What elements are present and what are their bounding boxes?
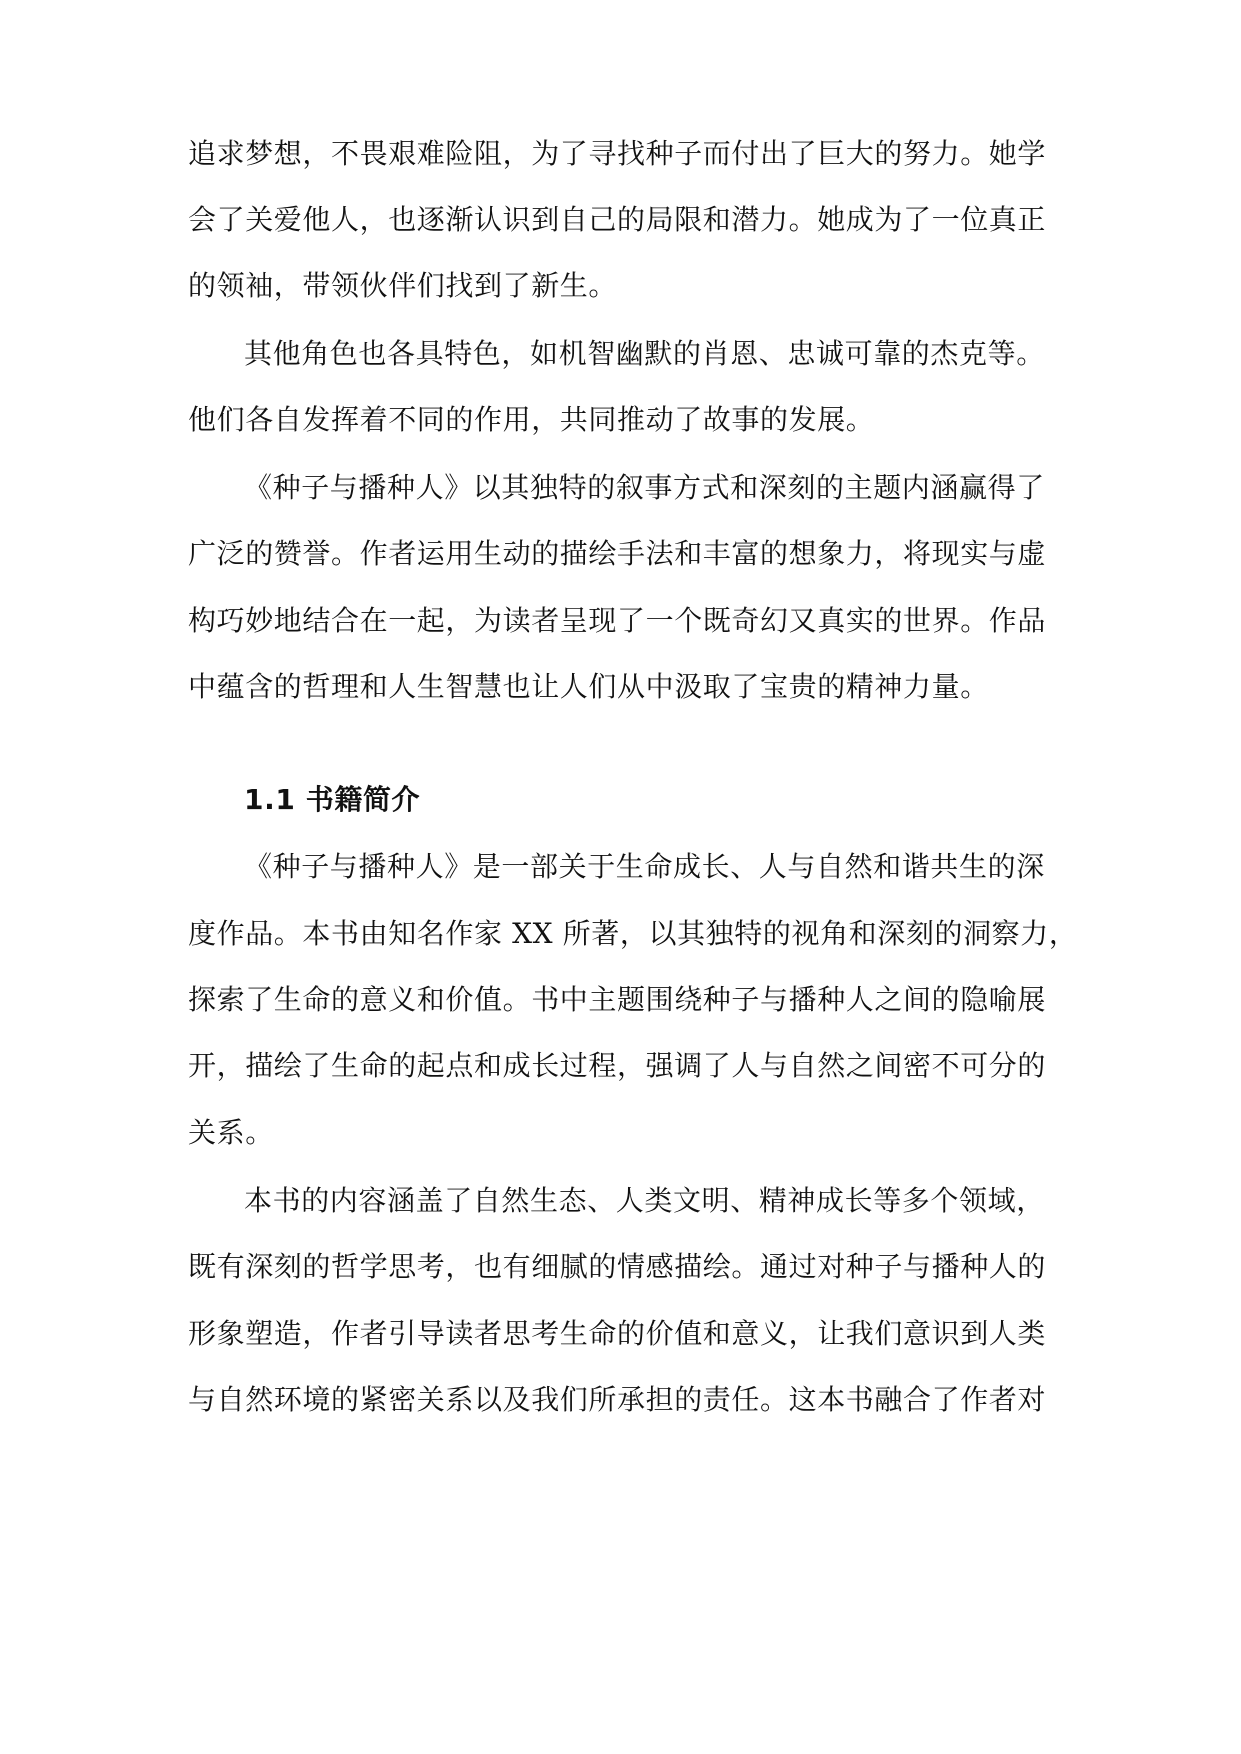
section-paragraph-1-line-5: 关系。 bbox=[188, 1116, 274, 1149]
paragraph-1-line-2: 会了关爱他人，也逐渐认识到自己的局限和潜力。她成为了一位真正 bbox=[188, 203, 1047, 236]
paragraph-2-line-1: 其他角色也各具特色，如机智幽默的肖恩、忠诚可靠的杰克等。 bbox=[244, 337, 1045, 370]
paragraph-2-line-2: 他们各自发挥着不同的作用，共同推动了故事的发展。 bbox=[188, 403, 875, 436]
paragraph-1-line-1: 追求梦想，不畏艰难险阻，为了寻找种子而付出了巨大的努力。她学 bbox=[188, 137, 1047, 170]
paragraph-3-line-2: 广泛的赞誉。作者运用生动的描绘手法和丰富的想象力，将现实与虚 bbox=[188, 537, 1047, 570]
section-paragraph-2-line-2: 既有深刻的哲学思考，也有细腻的情感描绘。通过对种子与播种人的 bbox=[188, 1250, 1047, 1283]
section-paragraph-2-line-3: 形象塑造，作者引导读者思考生命的价值和意义，让我们意识到人类 bbox=[188, 1317, 1047, 1350]
paragraph-3-line-1: 《种子与播种人》以其独特的叙事方式和深刻的主题内涵赢得了 bbox=[244, 471, 1045, 504]
paragraph-1-line-3: 的领袖，带领伙伴们找到了新生。 bbox=[188, 269, 618, 302]
section-heading: 1.1 书籍简介 bbox=[244, 783, 421, 816]
section-paragraph-1-line-1: 《种子与播种人》是一部关于生命成长、人与自然和谐共生的深 bbox=[244, 850, 1045, 883]
section-paragraph-1-line-4: 开，描绘了生命的起点和成长过程，强调了人与自然之间密不可分的 bbox=[188, 1049, 1047, 1082]
section-paragraph-2-line-4: 与自然环境的紧密关系以及我们所承担的责任。这本书融合了作者对 bbox=[188, 1383, 1047, 1416]
paragraph-3-line-3: 构巧妙地结合在一起，为读者呈现了一个既奇幻又真实的世界。作品 bbox=[188, 604, 1047, 637]
section-paragraph-1-line-3: 探索了生命的意义和价值。书中主题围绕种子与播种人之间的隐喻展 bbox=[188, 983, 1047, 1016]
paragraph-3-line-4: 中蕴含的哲理和人生智慧也让人们从中汲取了宝贵的精神力量。 bbox=[188, 670, 989, 703]
section-paragraph-1-line-2: 度作品。本书由知名作家 XX 所著，以其独特的视角和深刻的洞察力， bbox=[188, 917, 1078, 950]
section-paragraph-2-line-1: 本书的内容涵盖了自然生态、人类文明、精神成长等多个领域， bbox=[244, 1184, 1045, 1217]
